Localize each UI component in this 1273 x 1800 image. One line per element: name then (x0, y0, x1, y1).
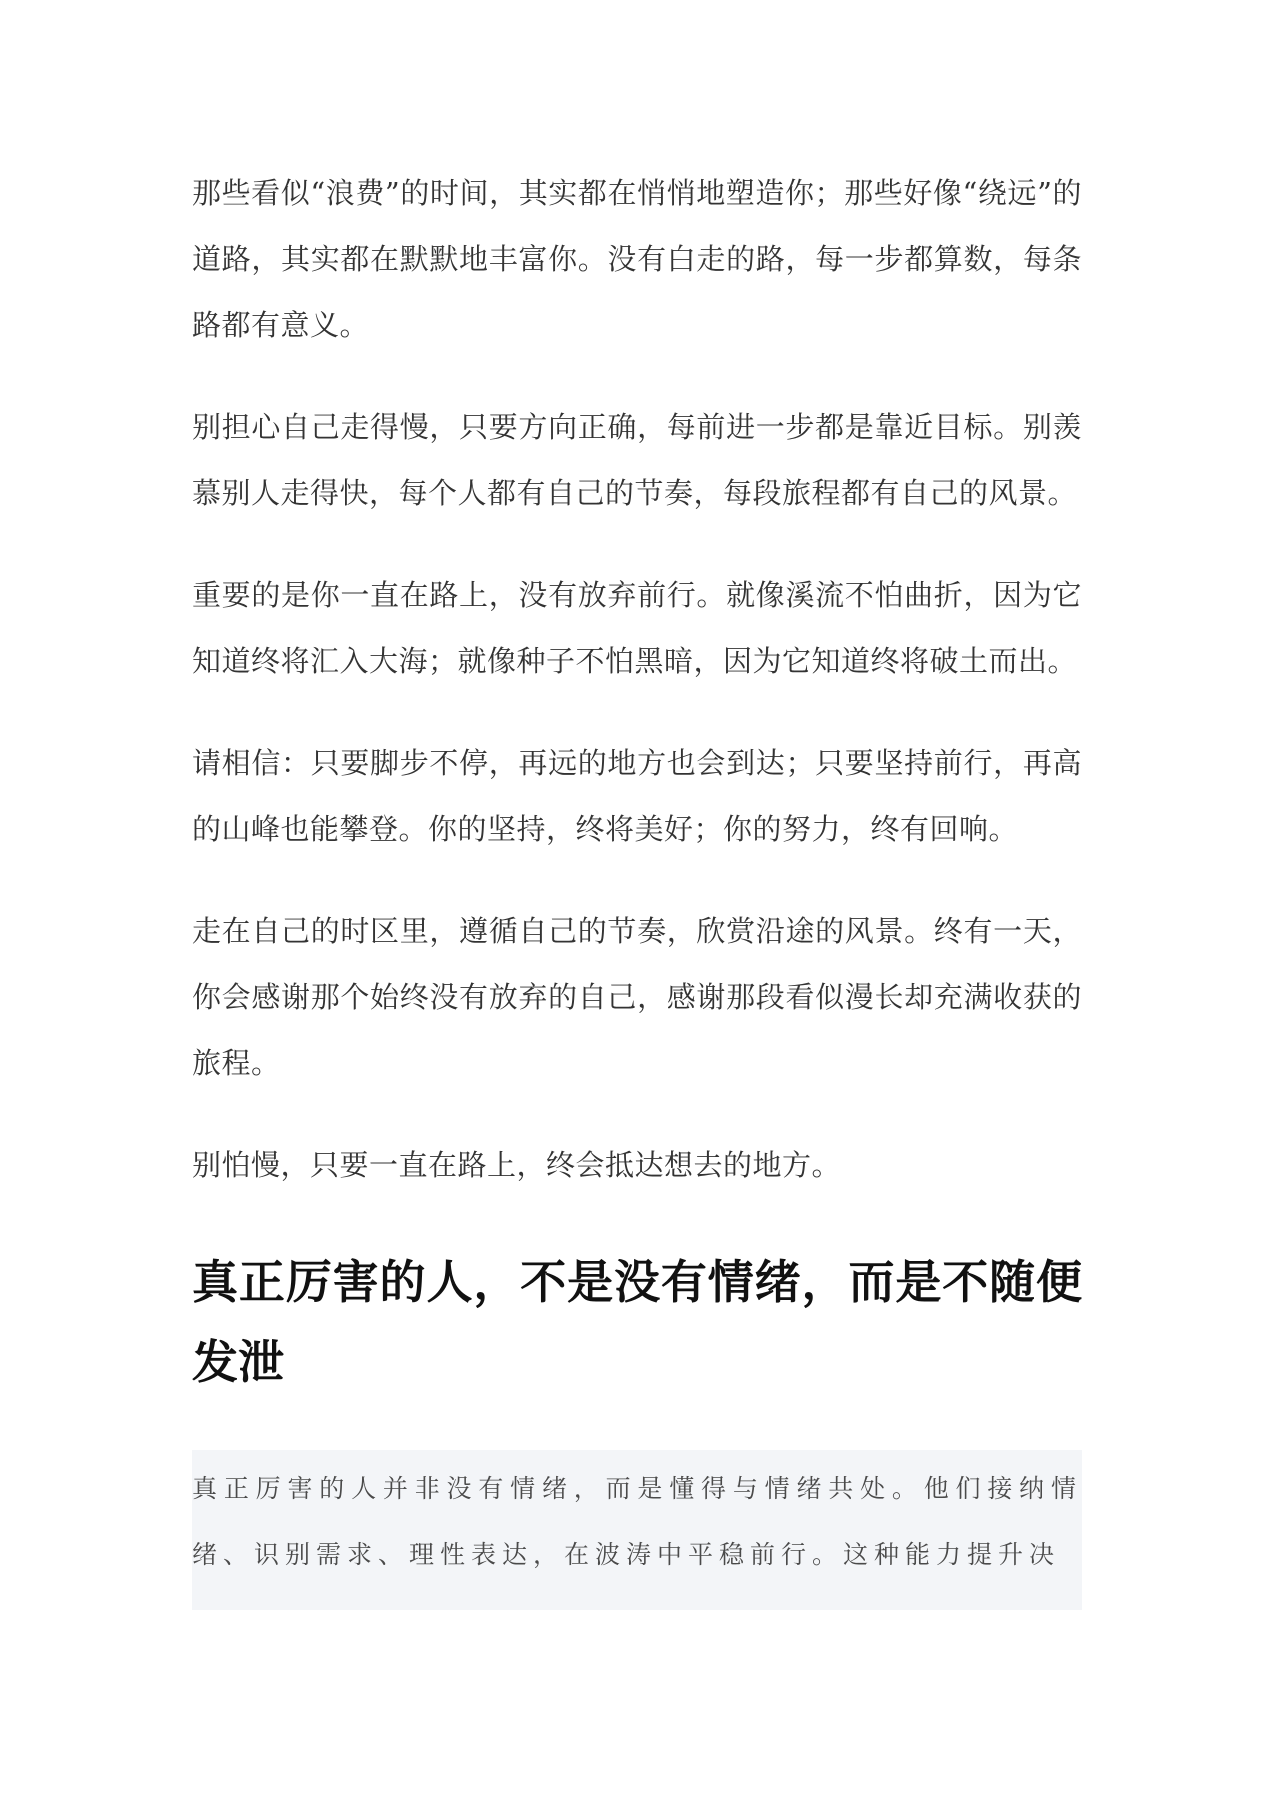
paragraph-2: 别担心自己走得慢，只要方向正确，每前进一步都是靠近目标。别羡慕别人走得快，每个人都有自己的节奏，每段旅程都有自己的风景。 (192, 410, 1082, 510)
quote-text: 真正厉害的人并非没有情绪，而是懂得与情绪共处。他们接纳情绪、识别需求、理性表达，在波涛中平稳前行。这种能力提升决 (192, 1474, 1082, 1569)
section-heading: 真正厉害的人，不是没有情绪，而是不随便发泄 (192, 1255, 1082, 1389)
quote-block (192, 1450, 1082, 1610)
article-body (192, 160, 1082, 1610)
paragraph-1: 那些看似“浪费”的时间，其实都在悄悄地塑造你；那些好像“绕远”的道路，其实都在默默地丰富你。没有白走的路，每一步都算数，每条路都有意义。 (192, 176, 1082, 342)
paragraph-4: 请相信：只要脚步不停，再远的地方也会到达；只要坚持前行，再高的山峰也能攀登。你的坚持，终将美好；你的努力，终有回响。 (192, 746, 1082, 846)
paragraph-6: 别怕慢，只要一直在路上，终会抵达想去的地方。 (192, 1148, 842, 1182)
paragraph-5: 走在自己的时区里，遵循自己的节奏，欣赏沿途的风景。终有一天，你会感谢那个始终没有放弃的自己，感谢那段看似漫长却充满收获的旅程。 (192, 914, 1082, 1080)
paragraph-3: 重要的是你一直在路上，没有放弃前行。就像溪流不怕曲折，因为它知道终将汇入大海；就像种子不怕黑暗，因为它知道终将破土而出。 (192, 578, 1082, 678)
